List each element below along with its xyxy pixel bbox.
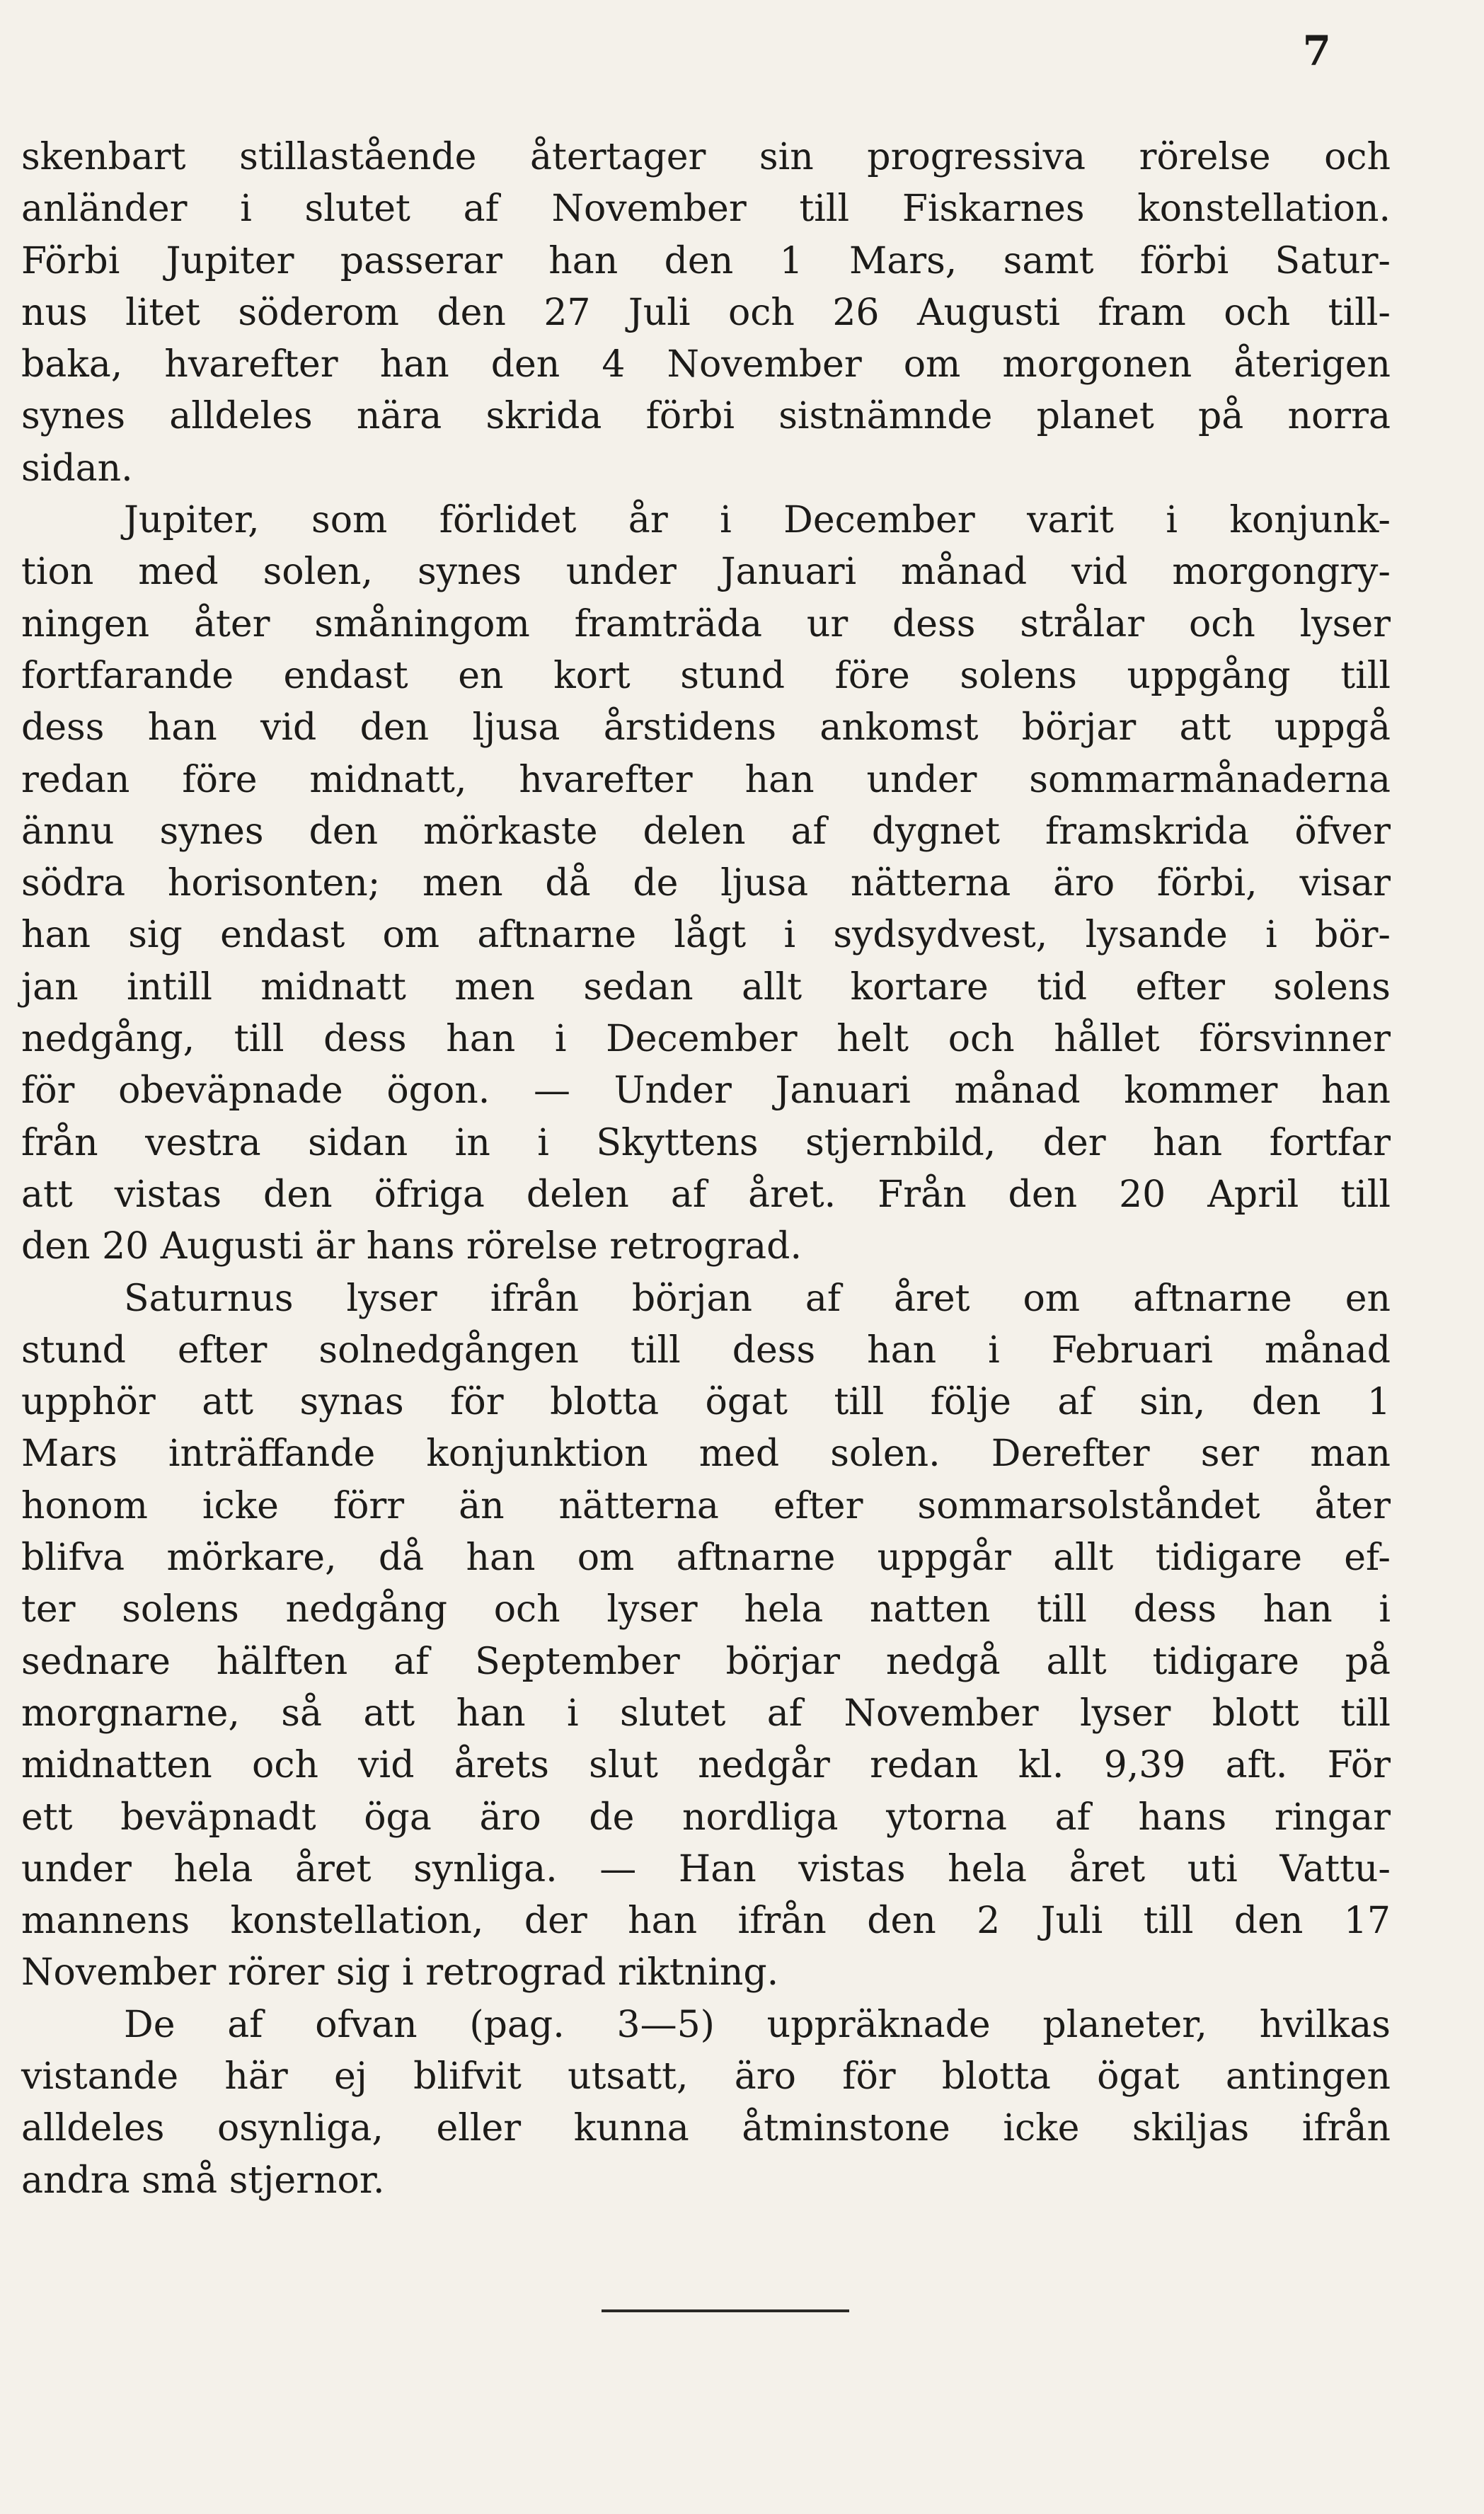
text-line: ännu synes den mörkaste delen af dygnet framskrida öfver — [21, 810, 1391, 853]
text-line: November rörer sig i retrograd riktning. — [21, 1951, 779, 1994]
text-line: honom icke förr än nätterna efter sommarsolståndet åter — [21, 1484, 1391, 1527]
text-line: Förbi Jupiter passerar han den 1 Mars, samt förbi Satur- — [21, 239, 1391, 282]
text-line: ningen åter småningom framträda ur dess strålar och lyser — [21, 602, 1391, 645]
paragraph-start-jupiter: Jupiter, som förlidet år i December varit i konjunk- — [124, 499, 1391, 542]
text-line: för obeväpnade ögon. — Under Januari månad kommer han — [21, 1069, 1391, 1113]
body-text — [21, 132, 1391, 2207]
text-line: han sig endast om aftnarne lågt i sydsydvest, lysande i bör- — [21, 914, 1391, 957]
text-line: vistande här ej blifvit utsatt, äro för blotta ögat antingen — [21, 2055, 1391, 2098]
text-line: från vestra sidan in i Skyttens stjernbild, der han fortfar — [21, 1121, 1391, 1164]
text-line: fortfarande endast en kort stund före solens uppgång till — [21, 654, 1391, 697]
text-line: synes alldeles nära skrida förbi sistnämnde planet på norra — [21, 395, 1391, 438]
text-line: blifva mörkare, då han om aftnarne uppgår allt tidigare ef- — [21, 1537, 1391, 1580]
text-line: nus litet söderom den 27 Juli och 26 Augusti fram och till- — [21, 291, 1391, 334]
text-line: alldeles osynliga, eller kunna åtminstone icke skiljas ifrån — [21, 2107, 1391, 2150]
text-line: dess han vid den ljusa årstidens ankomst börjar att uppgå — [21, 706, 1391, 750]
text-line: baka, hvarefter han den 4 November om morgonen återigen — [21, 343, 1391, 386]
text-line: att vistas den öfriga delen af året. Från den 20 April till — [21, 1173, 1391, 1216]
text-line: anländer i slutet af November till Fiskarnes konstellation. — [21, 188, 1391, 231]
page-number: 7 — [1302, 27, 1332, 75]
text-line: midnatten och vid årets slut nedgår redan kl. 9,39 aft. För — [21, 1744, 1391, 1787]
text-line: sidan. — [21, 447, 133, 490]
text-line: morgnarne, så att han i slutet af November lyser blott till — [21, 1692, 1391, 1735]
text-line: ter solens nedgång och lyser hela natten till dess han i — [21, 1588, 1391, 1631]
section-divider — [602, 2309, 849, 2312]
text-line: andra små stjernor. — [21, 2159, 385, 2202]
paragraph-start-saturnus: Saturnus lyser ifrån början af året om aftnarne en — [124, 1277, 1391, 1320]
text-line: nedgång, till dess han i December helt och hållet försvinner — [21, 1018, 1391, 1061]
text-line: stund efter solnedgången till dess han i Februari månad — [21, 1328, 1391, 1372]
text-line: Mars inträffande konjunktion med solen. Derefter ser man — [21, 1433, 1391, 1476]
text-line: mannens konstellation, der han ifrån den 2 Juli till den 17 — [21, 1900, 1391, 1943]
text-line: södra horisonten; men då de ljusa nätterna äro förbi, visar — [21, 862, 1391, 905]
text-line: redan före midnatt, hvarefter han under sommarmånaderna — [21, 758, 1391, 801]
text-line: sednare hälften af September börjar nedgå allt tidigare på — [21, 1640, 1391, 1683]
text-line: under hela året synliga. — Han vistas hela året uti Vattu- — [21, 1847, 1391, 1890]
text-line: ett beväpnadt öga äro de nordliga ytorna af hans ringar — [21, 1796, 1391, 1839]
paragraph-start-planeter: De af ofvan (pag. 3—5) uppräknade planeter, hvilkas — [124, 2003, 1391, 2046]
text-line: upphör att synas för blotta ögat till följe af sin, den 1 — [21, 1381, 1391, 1424]
text-line: skenbart stillastående återtager sin progressiva rörelse och — [21, 136, 1391, 178]
text-line: tion med solen, synes under Januari månad vid morgongry- — [21, 551, 1391, 594]
text-line: jan intill midnatt men sedan allt kortare tid efter solens — [21, 965, 1391, 1009]
text-line: den 20 Augusti är hans rörelse retrograd. — [21, 1225, 802, 1268]
